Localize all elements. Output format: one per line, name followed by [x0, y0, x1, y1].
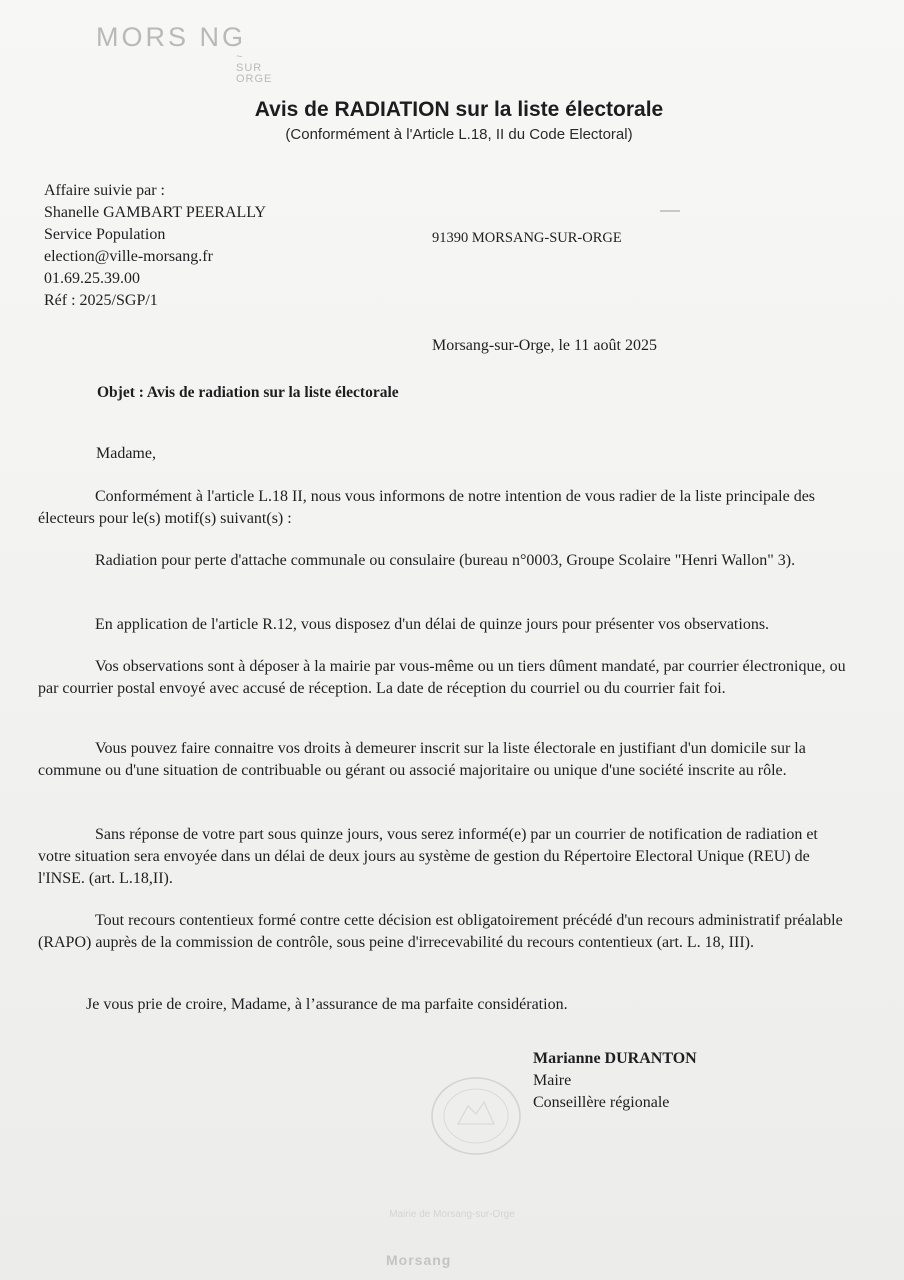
- signatory-title: Maire: [533, 1072, 572, 1089]
- sender-phone: 01.69.25.39.00: [44, 270, 140, 287]
- sender-block: [44, 180, 266, 312]
- redaction-smudge: [660, 210, 680, 212]
- paragraph-text: Vos observations sont à déposer à la mairie par vous-même ou un tiers dûment mandaté, par courrier électronique, ou par courrier postal envoyé avec accusé de réception. La date de réception du courriel ou du courrier fait foi.: [38, 658, 846, 697]
- logo-sub-line2: ORGE: [236, 73, 273, 85]
- sender-name: Shanelle GAMBART PEERALLY: [44, 204, 267, 221]
- paragraph-2: [38, 550, 850, 572]
- city-logo: [96, 22, 273, 85]
- document-subtitle: (Conformément à l'Article L.18, II du Code Electoral): [285, 126, 633, 143]
- logo-main-text: MORS NG: [96, 22, 247, 52]
- date-line: Morsang-sur-Orge, le 11 août 2025: [432, 337, 657, 354]
- signatory-title-2: Conseillère régionale: [533, 1094, 670, 1111]
- paragraph-text: Radiation pour perte d'attache communale ou consulaire (bureau n°0003, Groupe Scolaire "Henri Wallon" 3).: [95, 552, 796, 569]
- closing-line: Je vous prie de croire, Madame, à l’assurance de ma parfaite considération.: [86, 996, 568, 1013]
- paragraph-text: Conformément à l'article L.18 II, nous vous informons de notre intention de vous radier de la liste principale des électeurs pour le(s) motif(s) suivant(s) :: [38, 488, 816, 527]
- paragraph-text: Tout recours contentieux formé contre cette décision est obligatoirement précédé d'un recours administratif préalable (RAPO) auprès de la commission de contrôle, sous peine d'irrecevabilité du recours contentieux (art. L. 18, III).: [38, 912, 843, 951]
- sender-line: Affaire suivie par :: [44, 182, 165, 199]
- sender-reference: Réf : 2025/SGP/1: [44, 292, 158, 309]
- official-seal-icon: [422, 1072, 530, 1160]
- object-line: Objet : Avis de radiation sur la liste électorale: [97, 384, 399, 401]
- recipient-address: 91390 MORSANG-SUR-ORGE: [432, 230, 622, 246]
- sender-email: election@ville-morsang.fr: [44, 248, 213, 265]
- signature-block: [533, 1048, 697, 1114]
- paragraph-text: En application de l'article R.12, vous disposez d'un délai de quinze jours pour présenter vos observations.: [95, 616, 770, 633]
- page-footer: [0, 1208, 904, 1221]
- paragraph-1: [38, 486, 850, 530]
- document-title: Avis de RADIATION sur la liste électorale: [254, 98, 664, 121]
- salutation: Madame,: [96, 445, 156, 462]
- sender-service: Service Population: [44, 226, 166, 243]
- footer-line: Mairie de Morsang-sur-Orge: [389, 1209, 515, 1220]
- title-block: [0, 98, 904, 143]
- paragraph-3: [38, 614, 850, 636]
- paragraph-6: [38, 824, 850, 890]
- signatory-name: Marianne DURANTON: [533, 1050, 697, 1067]
- paragraph-5: [38, 738, 850, 782]
- paragraph-4: [38, 656, 850, 700]
- paragraph-7: [38, 910, 850, 954]
- logo-sub-text: [236, 52, 272, 85]
- footer-logo: Morsang: [386, 1252, 452, 1268]
- paragraph-text: Vous pouvez faire connaitre vos droits à demeurer inscrit sur la liste électorale en justifiant d'un domicile sur la commune ou d'une situation de contribuable ou gérant ou associé majoritaire ou unique d'une société inscrite au rôle.: [38, 740, 806, 779]
- logo-sub-line1: ~ SUR: [236, 51, 263, 74]
- paragraph-text: Sans réponse de votre part sous quinze jours, vous serez informé(e) par un courrier de notification de radiation et votre situation sera envoyée dans un délai de deux jours au système de gestion du Répertoire Electoral Unique (REU) de l'INSE. (art. L.18,II).: [38, 826, 818, 887]
